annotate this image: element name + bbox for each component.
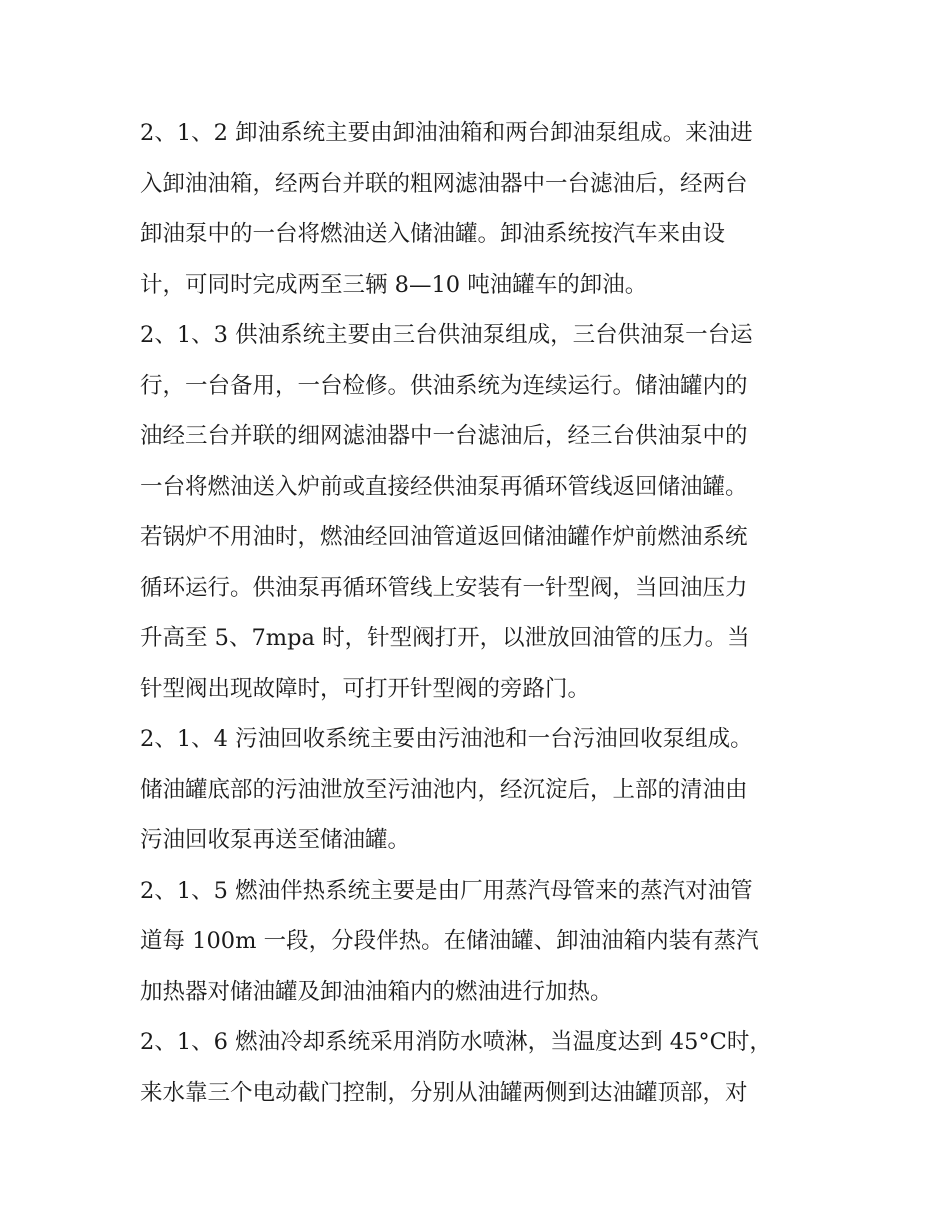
text-line: 若锅炉不用油时，燃油经回油管道返回储油罐作炉前燃油系统 <box>140 524 748 550</box>
text-line: 针型阀出现故障时，可打开针型阀的旁路门。 <box>140 675 591 702</box>
text-line: 道每 100m 一段，分段伴热。在储油罐、卸油油箱内装有蒸汽 <box>140 928 759 954</box>
text-line: 储油罐底部的污油泄放至污油池内，经沉淀后，上部的清油由 <box>140 776 748 803</box>
text-line: 来水靠三个电动截门控制，分别从油罐两侧到达油罐顶部，对 <box>140 1079 748 1106</box>
text-line: 污油回收泵再送至储油罐。 <box>140 827 411 853</box>
text-line: 2、1、6 燃油冷却系统采用消防水喷淋，当温度达到 45°C时， <box>140 1029 772 1055</box>
text-line: 计，可同时完成两至三辆 8—10 吨油罐车的卸油。 <box>140 271 648 298</box>
text-line: 2、1、5 燃油伴热系统主要是由厂用蒸汽母管来的蒸汽对油管 <box>140 877 753 904</box>
text-line: 2、1、4 污油回收系统主要由污油池和一台污油回收泵组成。 <box>140 726 753 752</box>
text-line: 一台将燃油送入炉前或直接经供油泵再循环管线返回储油罐。 <box>140 473 748 500</box>
text-line: 循环运行。供油泵再循环管线上安装有一针型阀，当回油压力 <box>140 574 748 601</box>
text-line: 入卸油油箱，经两台并联的粗网滤油器中一台滤油后，经两台 <box>140 170 748 197</box>
text-line: 行，一台备用，一台检修。供油系统为连续运行。储油罐内的 <box>140 372 748 399</box>
text-line: 卸油泵中的一台将燃油送入储油罐。卸油系统按汽车来由设 <box>140 221 726 247</box>
text-line: 升高至 5、7mpa 时，针型阀打开，以泄放回油管的压力。当 <box>140 625 750 651</box>
text-line: 油经三台并联的细网滤油器中一台滤油后，经三台供油泵中的 <box>140 423 748 449</box>
document-page <box>140 108 820 1118</box>
text-line: 2、1、2 卸油系统主要由卸油油箱和两台卸油泵组成。来油进 <box>140 120 753 146</box>
text-line: 2、1、3 供油系统主要由三台供油泵组成，三台供油泵一台运 <box>140 322 753 348</box>
text-line: 加热器对储油罐及卸油油箱内的燃油进行加热。 <box>140 978 613 1005</box>
